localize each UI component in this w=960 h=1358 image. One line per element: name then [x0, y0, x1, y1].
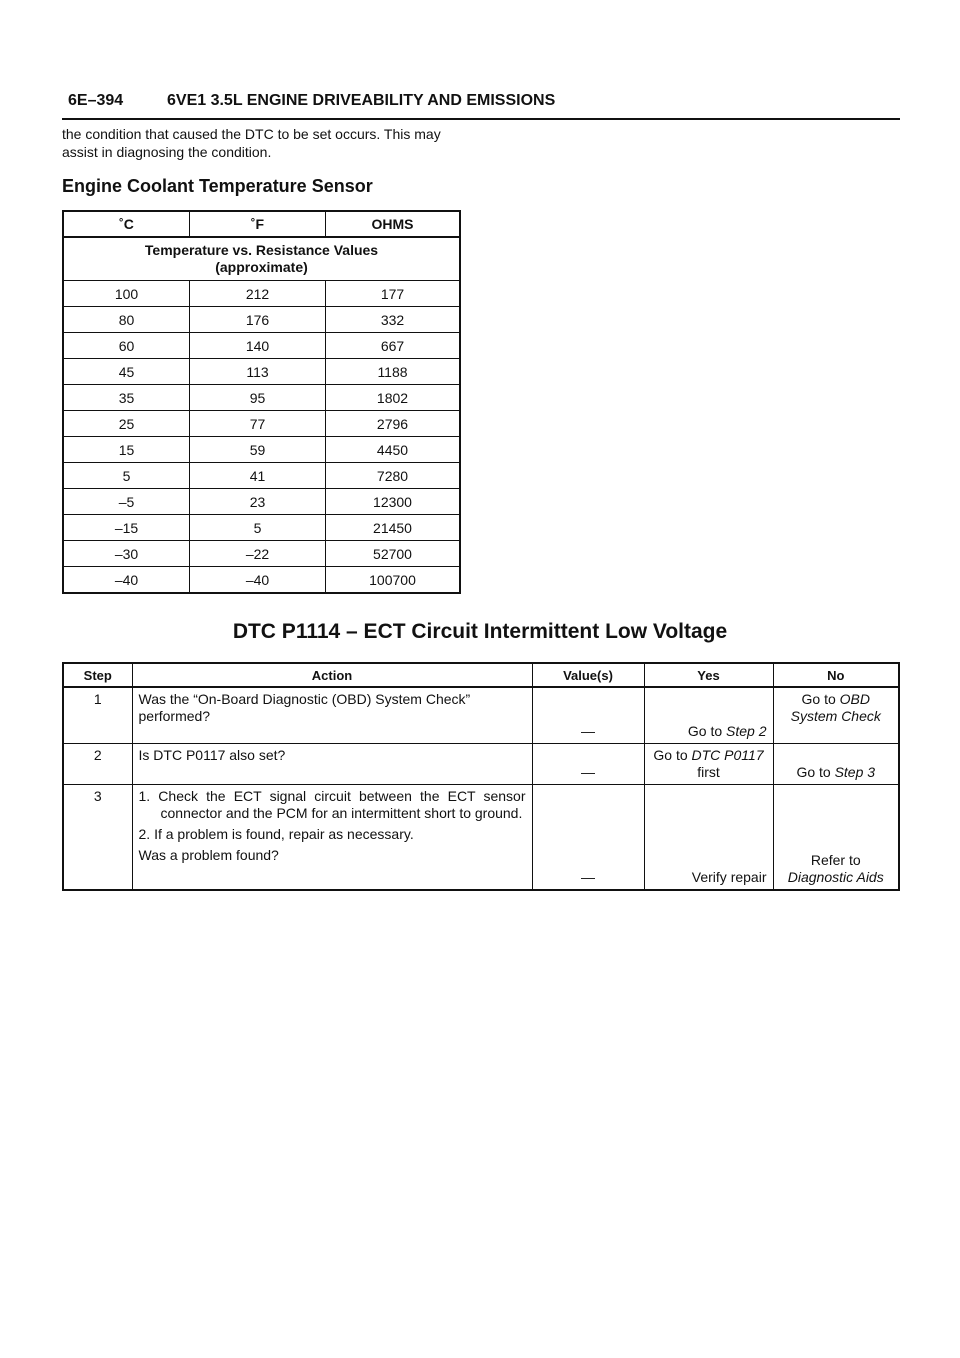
ect-col-celsius: ˚C	[63, 211, 190, 237]
action-item: 1. Check the ECT signal circuit between the ECT sensor connector and the PCM for an intermittent short to ground.	[138, 787, 526, 821]
dtc-step-row	[63, 687, 899, 743]
ect-cell-ohms: 2796	[326, 411, 461, 437]
ect-cell-fahrenheit: 95	[190, 385, 326, 411]
yes-prefix: Go to	[687, 722, 727, 739]
ect-cell-ohms: 100700	[326, 567, 461, 594]
ect-cell-ohms: 177	[326, 281, 461, 307]
dtc-col-step: Step	[63, 663, 132, 687]
action-item: 2. If a problem is found, repair as necessary.	[138, 825, 414, 842]
ect-cell-ohms: 12300	[326, 489, 461, 515]
ect-cell-celsius: –5	[63, 489, 190, 515]
dtc-diagnostic-table	[62, 662, 900, 891]
ect-subheader-line1: Temperature vs. Resistance Values	[144, 242, 379, 258]
step-value: —	[532, 743, 644, 784]
yes-suffix: first	[697, 763, 720, 780]
ect-section-title: Engine Coolant Temperature Sensor	[62, 176, 373, 196]
no-ref: OBD System Check	[790, 691, 881, 724]
ect-row	[63, 333, 460, 359]
ect-cell-ohms: 1802	[326, 385, 461, 411]
ect-cell-celsius: –30	[63, 541, 190, 567]
step-value: —	[532, 784, 644, 890]
ect-cell-ohms: 332	[326, 307, 461, 333]
dtc-col-values: Value(s)	[532, 663, 644, 687]
ect-row	[63, 281, 460, 307]
step-no	[773, 743, 899, 784]
step-number: 3	[63, 784, 132, 890]
ect-cell-celsius: 80	[63, 307, 190, 333]
dtc-col-yes: Yes	[644, 663, 773, 687]
step-no	[773, 784, 899, 890]
ect-cell-fahrenheit: 176	[190, 307, 326, 333]
no-ref: Diagnostic Aids	[787, 869, 884, 885]
ect-cell-ohms: 52700	[326, 541, 461, 567]
dtc-step-row	[63, 743, 899, 784]
no-prefix: Refer to	[810, 852, 861, 868]
ect-row	[63, 437, 460, 463]
dtc-header-row	[63, 663, 899, 687]
ect-cell-ohms: 21450	[326, 515, 461, 541]
step-number: 2	[63, 743, 132, 784]
ect-cell-celsius: 5	[63, 463, 190, 489]
dtc-title: DTC P1114 – ECT Circuit Intermittent Low Voltage	[232, 620, 728, 643]
ect-cell-celsius: 100	[63, 281, 190, 307]
page-section-title: 6VE1 3.5L ENGINE DRIVEABILITY AND EMISSIONS	[167, 92, 556, 109]
dtc-step-row	[63, 784, 899, 890]
ect-col-fahrenheit: ˚F	[190, 211, 326, 237]
ect-col-ohms: OHMS	[326, 211, 461, 237]
ect-cell-fahrenheit: 41	[190, 463, 326, 489]
ect-row	[63, 489, 460, 515]
yes-ref: Step 2	[726, 722, 767, 739]
ect-subheader	[63, 237, 460, 281]
ect-cell-ohms: 667	[326, 333, 461, 359]
ect-cell-celsius: 15	[63, 437, 190, 463]
ect-row	[63, 359, 460, 385]
intro-paragraph: the condition that caused the DTC to be set occurs. This may assist in diagnosing the condition.	[62, 126, 441, 160]
ect-cell-fahrenheit: –40	[190, 567, 326, 594]
action-question: Was a problem found?	[138, 846, 279, 863]
ect-cell-celsius: 60	[63, 333, 190, 359]
step-yes	[644, 687, 773, 743]
step-value: —	[532, 687, 644, 743]
ect-cell-fahrenheit: 212	[190, 281, 326, 307]
page-header	[62, 90, 900, 120]
step-yes: Verify repair	[644, 784, 773, 890]
page-number: 6E–394	[68, 92, 124, 109]
ect-cell-celsius: –15	[63, 515, 190, 541]
ect-cell-fahrenheit: 23	[190, 489, 326, 515]
ect-cell-celsius: 45	[63, 359, 190, 385]
step-yes	[644, 743, 773, 784]
ect-subheader-row	[63, 237, 460, 281]
yes-prefix: Go to	[653, 746, 692, 763]
step-no	[773, 687, 899, 743]
ect-subheader-line2: (approximate)	[215, 259, 308, 275]
ect-cell-fahrenheit: –22	[190, 541, 326, 567]
ect-resistance-table	[62, 210, 461, 594]
no-ref: Step 3	[834, 763, 876, 780]
step-action	[132, 784, 532, 890]
ect-cell-celsius: 35	[63, 385, 190, 411]
ect-cell-fahrenheit: 113	[190, 359, 326, 385]
ect-row	[63, 567, 460, 594]
yes-ref: DTC P0117	[691, 746, 764, 763]
no-prefix: Go to	[801, 691, 840, 707]
ect-row	[63, 385, 460, 411]
ect-row	[63, 463, 460, 489]
ect-cell-ohms: 4450	[326, 437, 461, 463]
ect-cell-celsius: –40	[63, 567, 190, 594]
ect-cell-fahrenheit: 77	[190, 411, 326, 437]
ect-cell-ohms: 7280	[326, 463, 461, 489]
step-number: 1	[63, 687, 132, 743]
ect-cell-celsius: 25	[63, 411, 190, 437]
dtc-col-no: No	[773, 663, 899, 687]
ect-row	[63, 541, 460, 567]
ect-row	[63, 515, 460, 541]
step-action: Was the “On-Board Diagnostic (OBD) System Check” performed?	[132, 687, 532, 743]
ect-header-row	[63, 211, 460, 237]
ect-row	[63, 307, 460, 333]
no-prefix: Go to	[796, 763, 835, 780]
step-action: Is DTC P0117 also set?	[132, 743, 532, 784]
ect-row	[63, 411, 460, 437]
dtc-col-action: Action	[132, 663, 532, 687]
ect-cell-fahrenheit: 5	[190, 515, 326, 541]
ect-cell-fahrenheit: 59	[190, 437, 326, 463]
ect-cell-ohms: 1188	[326, 359, 461, 385]
ect-cell-fahrenheit: 140	[190, 333, 326, 359]
